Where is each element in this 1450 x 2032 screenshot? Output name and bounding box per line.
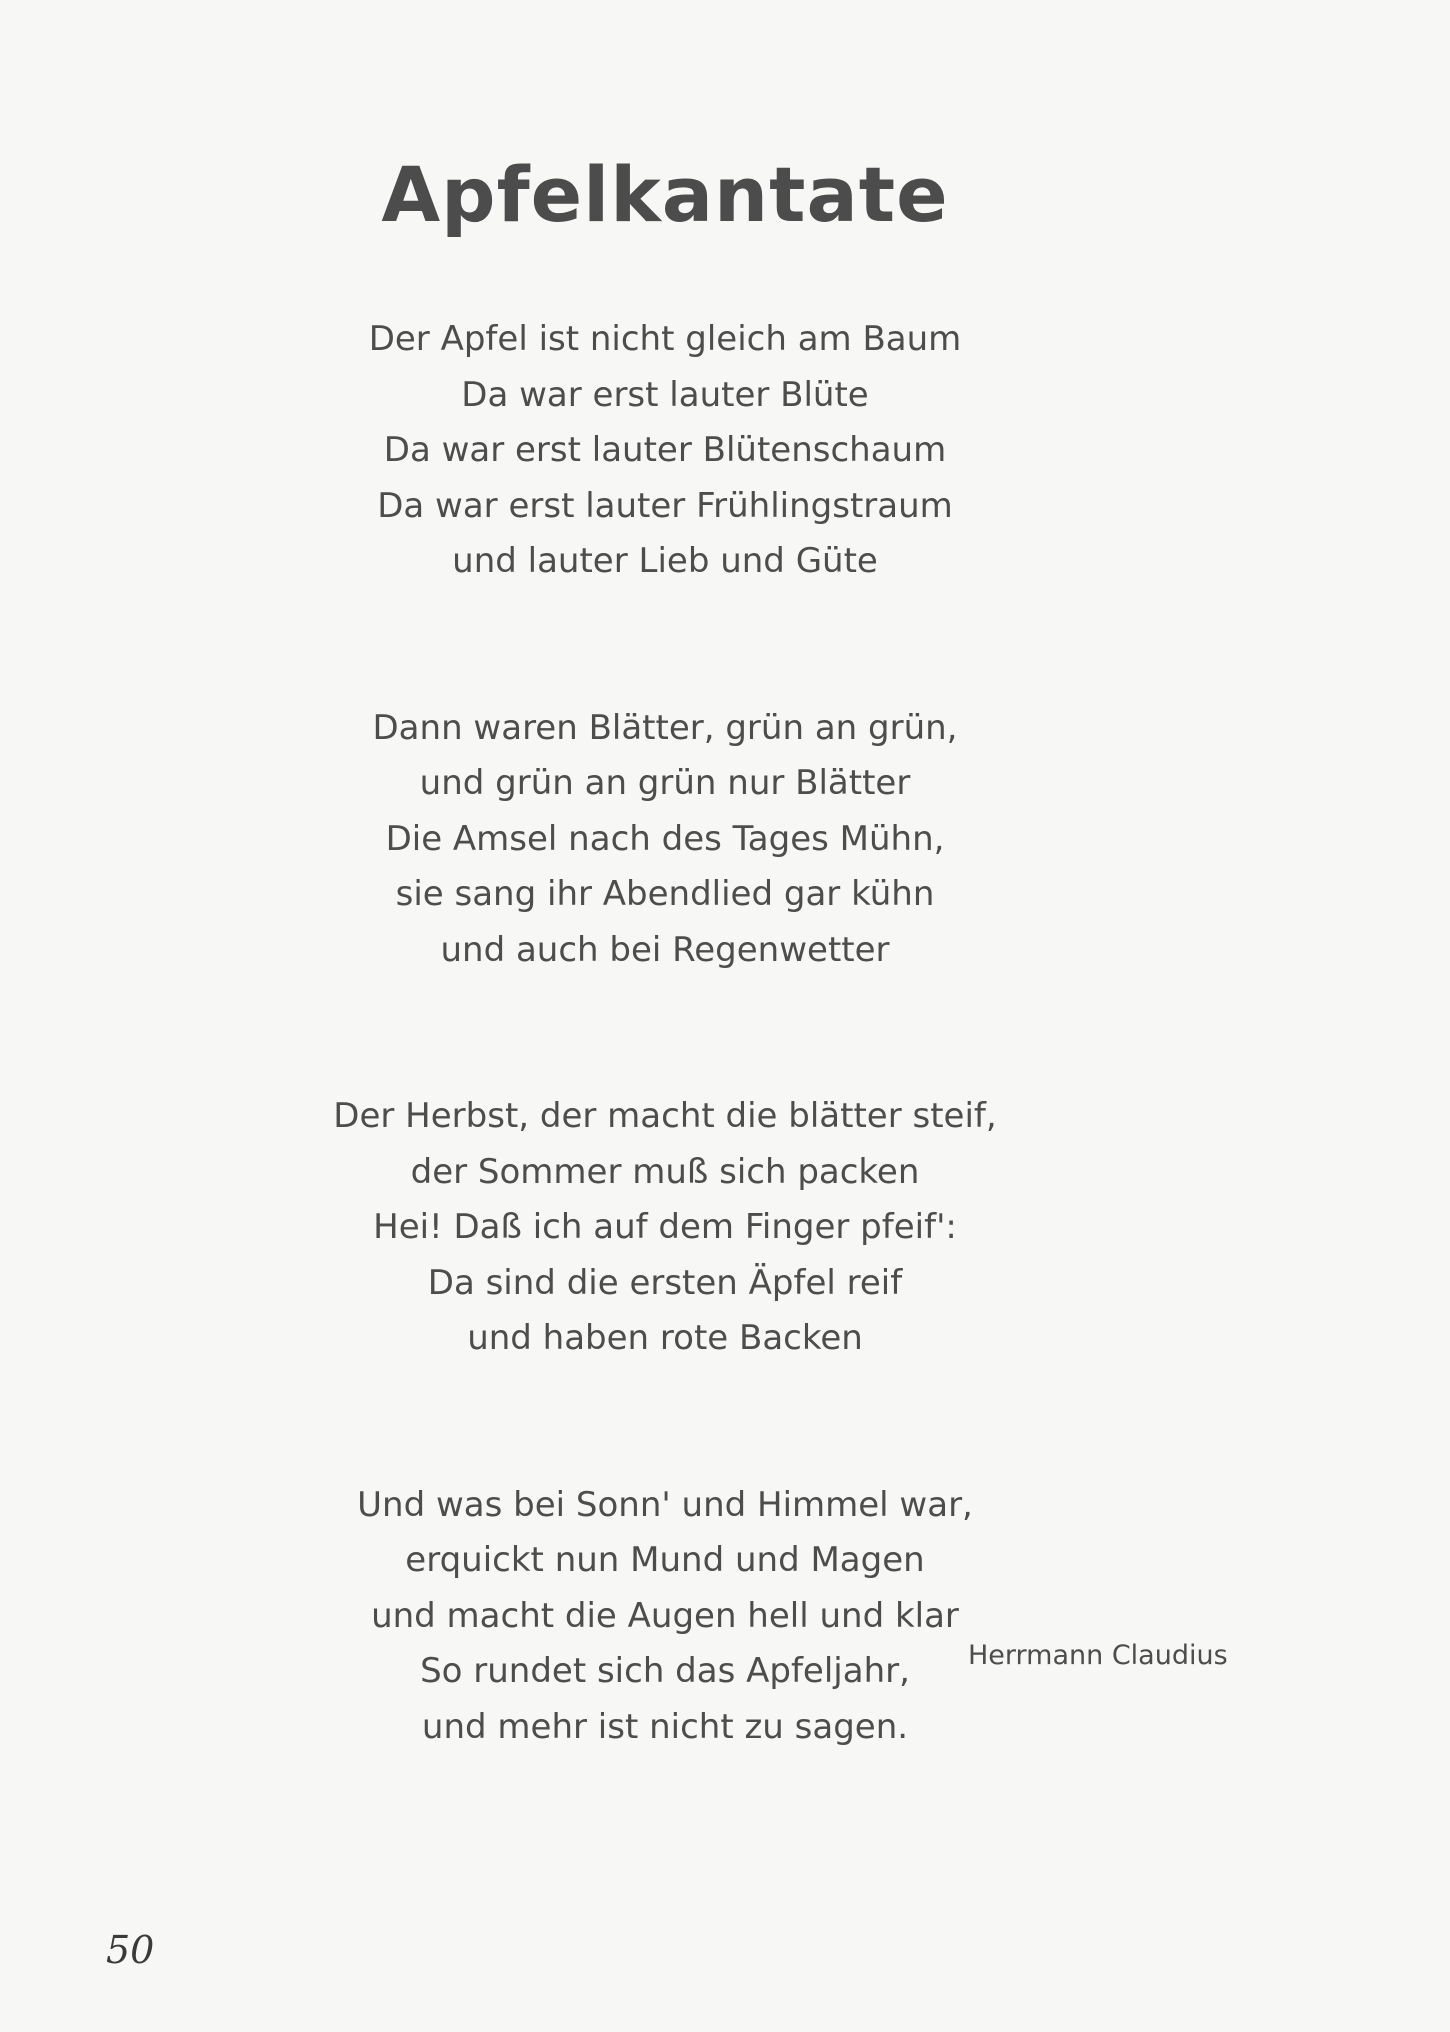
poem-line: und mehr ist nicht zu sagen. <box>421 1706 909 1747</box>
poem-body <box>0 312 1330 1866</box>
stanza-1 <box>0 312 1330 590</box>
poem-line: Da sind die ersten Äpfel reif <box>427 1262 903 1303</box>
poem-line: Der Apfel ist nicht gleich am Baum <box>368 319 962 359</box>
poem-line: Die Amsel nach des Tages Mühn, <box>385 818 945 859</box>
poem-line: sie sang ihr Abendlied gar kühn <box>395 874 935 914</box>
stanza-4 <box>0 1478 1330 1756</box>
poem-line: Hei! Daß ich auf dem Finger pfeif': <box>373 1207 957 1247</box>
poem-line: Da war erst lauter Blütenschaum <box>383 430 947 470</box>
page-number: 50 <box>106 1928 155 1972</box>
poem-line: Da war erst lauter Frühlingstraum <box>377 485 953 526</box>
poem-line: erquickt nun Mund und Magen <box>405 1540 925 1580</box>
poem-line: der Sommer muß sich packen <box>410 1151 920 1192</box>
poem-line: Dann waren Blätter, grün an grün, <box>372 707 958 748</box>
stanza-3 <box>0 1089 1330 1367</box>
poem-line: und haben rote Backen <box>467 1318 863 1358</box>
poem-author: Herrmann Claudius <box>968 1640 1228 1671</box>
poem-line: Da war erst lauter Blüte <box>461 374 869 415</box>
poem-line: und macht die Augen hell und klar <box>371 1595 959 1636</box>
poem-title: Apfelkantate <box>381 150 949 239</box>
poem-line: und auch bei Regenwetter <box>440 929 890 970</box>
poem-line: Und was bei Sonn' und Himmel war, <box>357 1484 973 1525</box>
poem-line: Der Herbst, der macht die blätter steif, <box>333 1096 997 1136</box>
stanza-2 <box>0 701 1330 979</box>
poem-line: und grün an grün nur Blätter <box>419 763 911 803</box>
poem-line: So rundet sich das Apfeljahr, <box>420 1651 910 1691</box>
poem-line: und lauter Lieb und Güte <box>452 541 878 581</box>
